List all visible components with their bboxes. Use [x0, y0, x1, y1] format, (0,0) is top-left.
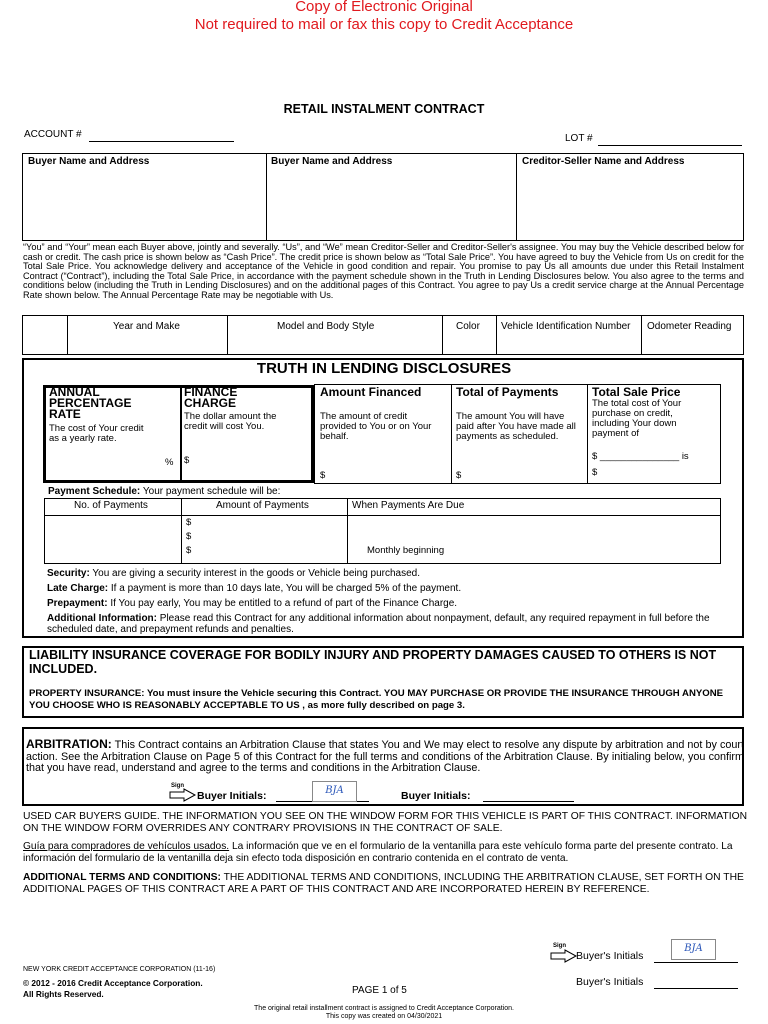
spanish-guide-title: Guía para compradores de vehículos usados.: [23, 841, 230, 852]
amount-financed-description: The amount of credit provided to You or on Your behalf.: [320, 411, 432, 442]
total-payments-heading: Total of Payments: [456, 385, 559, 399]
arbitration-buyer-initials-2-label: Buyer Initials:: [401, 790, 471, 802]
schedule-header-amount: Amount of Payments: [216, 500, 309, 511]
arbitration-sign-tag: Sign: [171, 783, 184, 789]
schedule-amount-1: $: [186, 517, 192, 528]
arbitration-paragraph: [26, 739, 744, 775]
additional-info-label: Additional Information:: [47, 613, 157, 624]
lot-label: LOT #: [565, 133, 593, 144]
total-sale-price-description: The total cost of Your purchase on credit, including Your down payment of: [592, 398, 682, 439]
vehicle-model-header: Model and Body Style: [277, 321, 375, 332]
arbitration-initials-2-field[interactable]: [483, 801, 574, 802]
total-sale-price-heading: Total Sale Price: [592, 385, 681, 399]
arbitration-text: This Contract contains an Arbitration Clause that states You and We may elect to resolve any dispute by arbitration and not by court action. See the Arbitration Clause on Page 5 of this Contract for the full terms and conditions of the Arbitration Clause. By initialing below, you confirm that you have read, understand and agree to the terms and conditions in the Arbitration Clause.: [26, 739, 744, 774]
schedule-monthly: Monthly beginning: [367, 545, 445, 556]
parties-box: [22, 153, 744, 241]
mail-fax-notice: Not required to mail or fax this copy to Credit Acceptance: [194, 16, 574, 33]
late-charge-label: Late Charge:: [47, 583, 109, 594]
finance-charge-dollar: $: [184, 455, 190, 466]
prepayment-text: If You pay early, You may be entitled to a refund of part of the Finance Charge.: [110, 598, 458, 609]
vehicle-color-header: Color: [456, 321, 480, 332]
total-payments-dollar: $: [456, 470, 462, 481]
schedule-header-number: No. of Payments: [74, 500, 148, 511]
footer-initials-2-field[interactable]: [654, 988, 738, 989]
footer-initials-stamp: BJA: [671, 939, 716, 960]
spanish-guide-text: La información que ve en el formulario de la ventanilla para este vehículo forma parte del presente contrato. La información del formulario de la ventanilla deja sin efecto toda disposición en contrario contenida en el contrato de venta.: [23, 841, 733, 864]
footer-buyers-initials-2-label: Buyer's Initials: [576, 976, 644, 988]
footer-sign-here-arrow-icon: [550, 949, 578, 963]
page-number: PAGE 1 of 5: [352, 985, 407, 996]
buyers-guide-notice: USED CAR BUYERS GUIDE. THE INFORMATION YOU SEE ON THE WINDOW FORM FOR THIS VEHICLE IS PART OF THIS CONTRACT. INFORMATION ON THE WINDOW FORM OVERRIDES ANY CONTRARY PROVISIONS IN THE CONTRACT OF SALE.: [23, 811, 748, 834]
account-field[interactable]: [89, 141, 234, 142]
arbitration-initials-stamp: BJA: [312, 781, 357, 802]
footer-copyright: © 2012 - 2016 Credit Acceptance Corporation.: [23, 978, 203, 988]
finance-charge-heading: FINANCE CHARGE: [184, 385, 238, 410]
additional-terms-paragraph: [23, 872, 749, 895]
apr-heading: ANNUAL PERCENTAGE RATE: [49, 385, 132, 421]
additional-info-text: Please read this Contract for any additional information about nonpayment, default, any required repayment in full before the scheduled date, and prepayment refunds and penalties.: [47, 613, 710, 635]
security-label: Security:: [47, 568, 90, 579]
payment-schedule-label: Payment Schedule:: [48, 486, 141, 497]
til-terms: [47, 566, 727, 635]
spanish-buyers-guide: [23, 841, 748, 865]
footer-initials-1-field[interactable]: [654, 962, 738, 963]
property-insurance-notice: PROPERTY INSURANCE: You must insure the Vehicle securing this Contract. YOU MAY PURCHASE OR PROVIDE THE INSURANCE THROUGH ANYONE YOU CHOOSE WHO IS REASONABLY ACCEPTABLE TO US , as more fully described on page 3.: [29, 688, 724, 711]
account-label: ACCOUNT #: [24, 129, 82, 140]
contract-title: RETAIL INSTALMENT CONTRACT: [283, 102, 485, 116]
amount-financed-heading: Amount Financed: [320, 385, 422, 399]
buyer2-label: Buyer Name and Address: [271, 156, 393, 167]
footer-sign-tag: Sign: [553, 943, 566, 949]
schedule-header-due: When Payments Are Due: [352, 500, 465, 511]
schedule-amount-3: $: [186, 545, 192, 556]
lot-field[interactable]: [598, 145, 742, 146]
footer-corp: NEW YORK CREDIT ACCEPTANCE CORPORATION (11-16): [23, 966, 216, 973]
arbitration-buyer-initials-1-label: Buyer Initials:: [197, 790, 267, 802]
total-payments-description: The amount You will have paid after You have made all payments as scheduled.: [456, 411, 576, 442]
arbitration-label: ARBITRATION:: [26, 737, 112, 751]
liability-insurance-notice: LIABILITY INSURANCE COVERAGE FOR BODILY INJURY AND PROPERTY DAMAGES CAUSED TO OTHERS IS NOT INCLUDED.: [29, 648, 717, 676]
payment-schedule-line: [48, 486, 280, 497]
footer-created-note: This copy was created on 04/30/2021: [325, 1013, 443, 1020]
finance-charge-description: The dollar amount the credit will cost You.: [184, 411, 277, 432]
vehicle-vin-header: Vehicle Identification Number: [501, 321, 631, 332]
apr-description: The cost of Your credit as a yearly rate.: [49, 423, 144, 444]
down-payment-line: $ _______________ is: [592, 451, 689, 462]
footer-buyers-initials-1-label: Buyer's Initials: [576, 950, 644, 962]
til-title: TRUTH IN LENDING DISCLOSURES: [256, 360, 512, 377]
sign-here-arrow-icon: [169, 788, 197, 802]
vehicle-odometer-header: Odometer Reading: [647, 321, 732, 332]
amount-financed-dollar: $: [320, 470, 326, 481]
prepayment-label: Prepayment:: [47, 598, 108, 609]
security-text: You are giving a security interest in the goods or Vehicle being purchased.: [92, 568, 421, 579]
footer-rights: All Rights Reserved.: [23, 989, 104, 999]
apr-percent: %: [165, 457, 174, 468]
schedule-amount-2: $: [186, 531, 192, 542]
additional-terms-text: THE ADDITIONAL TERMS AND CONDITIONS, INCLUDING THE ARBITRATION CLAUSE, SET FORTH ON THE ADDITIONAL PAGES OF THIS CONTRACT ARE A PART OF THIS CONTRACT AND ARE INCORPORATED HEREIN BY REFERENCE.: [23, 872, 744, 895]
total-sale-price-dollar: $: [592, 467, 598, 478]
creditor-label: Creditor-Seller Name and Address: [522, 156, 685, 167]
late-charge-text: If a payment is more than 10 days late, You will be charged 5% of the payment.: [110, 583, 462, 594]
electronic-copy-notice: Copy of Electronic Original: [295, 0, 473, 15]
intro-paragraph: “You” and “Your” mean each Buyer above, jointly and severally. “Us”, and “We” mean Creditor-Seller and Creditor-Seller's assignee. You may buy the Vehicle described below for cash or credit. The cash price is shown below as “Cash Price”. The credit price is shown below as “Total Sale Price”. You have agreed to buy the Vehicle from Us on credit for the Total Sale Price. You acknowledge delivery and acceptance of the Vehicle in good condition and repair. You promise to pay Us all amounts due under this Retail Instalment Contract (“Contract”), including the Total Sale Price, in accordance with the payment schedule shown in the Truth in Lending Disclosures below. You also agree to the terms and conditions below (including the Truth in Lending Disclosures) and on the additional pages of this Contract. You agree to pay Us a credit service charge at the Annual Percentage Rate shown below. The Annual Percentage Rate may be negotiable with Us.: [23, 242, 744, 300]
footer-assigned-note: The original retail installment contract is assigned to Credit Acceptance Corporation.: [254, 1005, 514, 1012]
vehicle-year-make-header: Year and Make: [113, 321, 180, 332]
vehicle-table: [22, 315, 744, 355]
payment-schedule-text: Your payment schedule will be:: [142, 486, 281, 497]
additional-terms-label: ADDITIONAL TERMS AND CONDITIONS:: [23, 872, 221, 883]
buyer1-label: Buyer Name and Address: [28, 156, 150, 167]
